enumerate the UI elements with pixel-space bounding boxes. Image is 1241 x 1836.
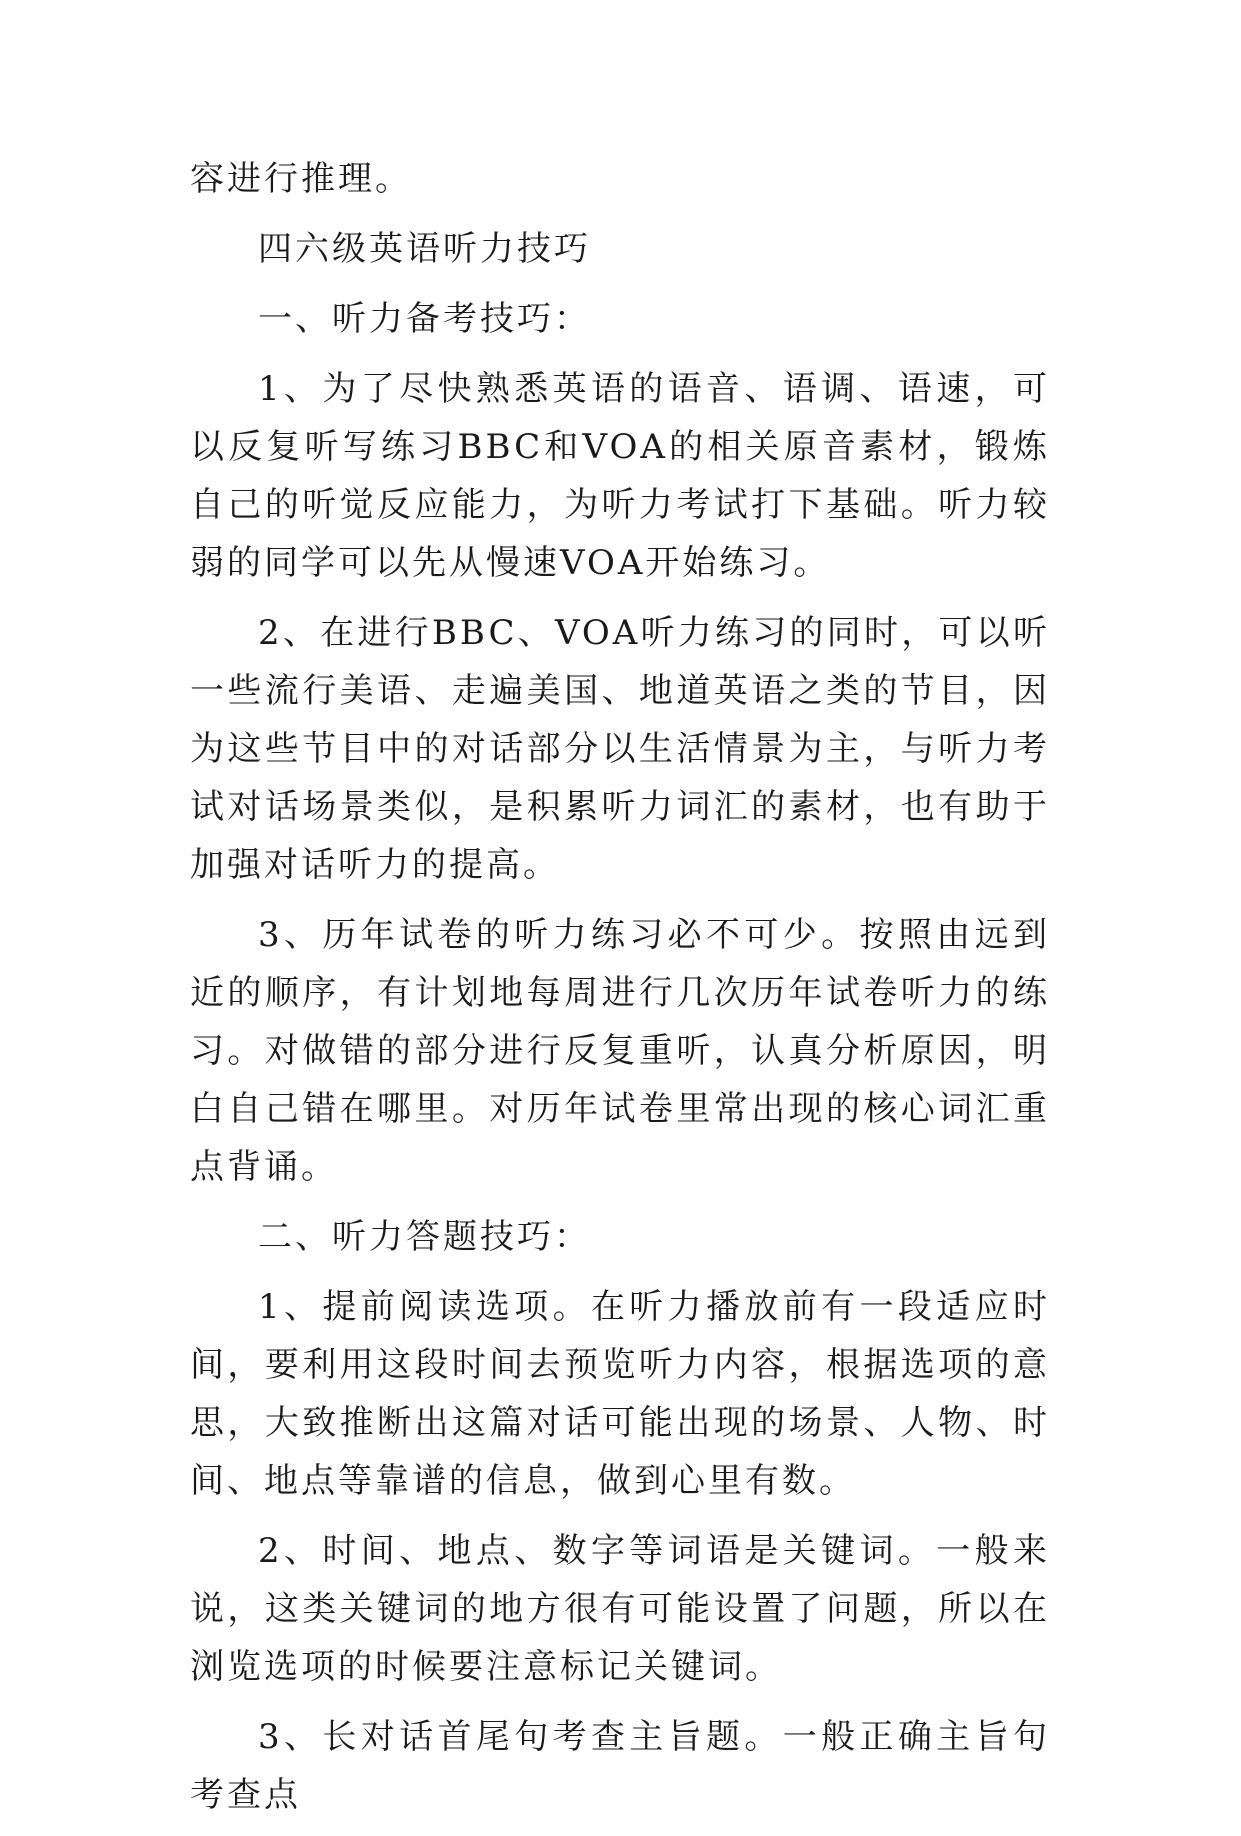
section-heading: 四六级英语听力技巧 [258,229,591,269]
document-body [190,150,1050,1836]
paragraph-tip-2: 2、在进行BBC、VOA听力练习的同时，可以听一些流行美语、走遍美国、地道英语之类的节目，因为这些节目中的对话部分以生活情景为主，与听力考试对话场景类似，是积累听力词汇的素材，也有助于加强对话听力的提高。 [190,613,1050,885]
paragraph-answer-tip-1: 1、提前阅读选项。在听力播放前有一段适应时间，要利用这段时间去预览听力内容，根据选项的意思，大致推断出这篇对话可能出现的场景、人物、时间、地点等靠谱的信息，做到心里有数。 [190,1287,1050,1501]
paragraph-continuation: 容进行推理。 [190,159,412,199]
paragraph-answer-tip-2: 2、时间、地点、数字等词语是关键词。一般来说，这类关键词的地方很有可能设置了问题，所以在浏览选项的时候要注意标记关键词。 [190,1531,1050,1687]
subsection-heading-answering: 二、听力答题技巧： [258,1217,591,1257]
paragraph-answer-tip-3: 3、长对话首尾句考查主旨题。一般正确主旨句考查点 [190,1717,1050,1815]
subsection-heading-preparation: 一、听力备考技巧： [258,299,591,339]
paragraph-tip-3: 3、历年试卷的听力练习必不可少。按照由远到近的顺序，有计划地每周进行几次历年试卷听力的练习。对做错的部分进行反复重听，认真分析原因，明白自己错在哪里。对历年试卷里常出现的核心词汇重点背诵。 [190,915,1050,1187]
paragraph-tip-1: 1、为了尽快熟悉英语的语音、语调、语速，可以反复听写练习BBC和VOA的相关原音素材，锻炼自己的听觉反应能力，为听力考试打下基础。听力较弱的同学可以先从慢速VOA开始练习。 [190,369,1050,583]
